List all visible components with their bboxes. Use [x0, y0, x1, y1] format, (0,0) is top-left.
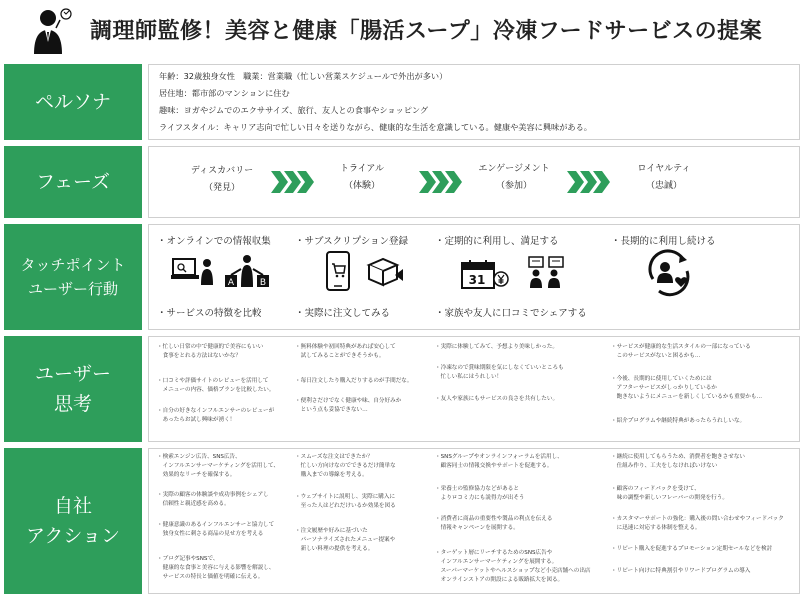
touchpoint-bottom: ・実際に注文してみる	[295, 308, 391, 319]
calendar-day: 31	[468, 273, 486, 287]
phase-name: トライアル	[339, 164, 385, 174]
thought-col-engagement	[435, 337, 605, 441]
action-row	[0, 448, 803, 594]
action-line: サービスの特長と価値を明確に伝える。	[157, 574, 264, 580]
phase-name: ディスカバリー	[190, 166, 254, 176]
yen-coin-icon	[493, 271, 509, 287]
action-line: スーパーマーケットやヘルスショップなど小売店舗への出店	[435, 568, 591, 574]
phase-sub: （参加）	[495, 181, 532, 192]
action-line: ・ウェブサイトに説明し、実際に購入に	[295, 494, 396, 500]
phase-sub: （体験）	[343, 181, 380, 192]
action-line: ・検索エンジン広告、SNS広告、	[157, 454, 241, 460]
loyalty-cycle-icon	[645, 249, 695, 299]
businessperson-icon	[30, 6, 74, 56]
thought-content	[148, 336, 800, 442]
thought-row	[0, 336, 803, 442]
action-line: ・健康意識のあるインフルエンサーと協力して	[157, 522, 275, 528]
action-line: 購入までの導線を考える。	[295, 472, 368, 478]
thought-line: ・無料体験や初回特典があれば安心して	[295, 344, 396, 350]
thought-line: ・友人や家族にもサービスの良さを共有したい。	[435, 396, 559, 402]
action-col-engagement	[435, 449, 605, 593]
delivery-box-icon	[365, 255, 405, 287]
action-content	[148, 448, 800, 594]
touchpoint-top: ・定期的に利用し、満足する	[435, 236, 559, 247]
phase-row	[0, 146, 803, 218]
phase-label: フェーズ	[4, 146, 142, 218]
svg-text:B: B	[259, 278, 267, 288]
thought-line: ・今後、長期的に使用していくためには	[611, 376, 712, 382]
persona-hobby: 趣味：ヨガやジムでのエクササイズ、旅行、友人との食事やショッピング	[159, 105, 429, 115]
thought-col-loyalty	[611, 337, 801, 441]
action-label: 自社 アクション	[4, 448, 142, 594]
action-line: 新しい料理の提供を考える。	[295, 546, 374, 552]
thought-line: ・紹介プログラムや継続特典があったらうれしいな。	[611, 418, 746, 424]
action-line: ・注文履歴や好みに基づいた	[295, 528, 368, 534]
thought-line: このサービスがないと困るかも…	[611, 353, 701, 359]
action-col-discovery	[157, 449, 293, 593]
touchpoint-bottom: ・家族や友人に口コミでシェアする	[435, 308, 587, 319]
action-line: ・顧客のフィードバックを受けて、	[611, 486, 700, 492]
action-line: ・リピート購入を促進するプロモーション定期セールなどを検討	[611, 546, 773, 552]
action-line: ・消費者に商品の重要性や製品の利点を伝える	[435, 516, 553, 522]
laptop-user-icon	[171, 255, 215, 289]
action-line: 顧客同士の情報交換やサポートを促進する。	[435, 463, 553, 469]
touchpoint-top: ・オンラインでの情報収集	[157, 236, 271, 247]
thought-line: ・実際に体験してみて、予想より美味しかった。	[435, 344, 558, 350]
word-of-mouth-icon	[525, 255, 565, 289]
phase-sub: （忠誠）	[645, 181, 682, 192]
thought-line: ・サービスが健康的な生活スタイルの一部になっている	[611, 344, 751, 350]
action-col-loyalty	[611, 449, 801, 593]
thought-label: ユーザー 思考	[4, 336, 142, 442]
chevron-arrow-icon	[271, 171, 315, 193]
action-line: に迅速に対応する体制を整える。	[611, 525, 701, 531]
action-line: 独身女性に刺さる商品の見せ方を考える	[157, 531, 264, 537]
thought-line: あったらお試し興味が湧く！	[157, 417, 236, 423]
action-line: 至った人はどれだけいるか効果を図る	[295, 503, 396, 509]
phase-discovery	[177, 163, 267, 197]
action-line: ・継続に使用してもらうため、消費者を飽きさせない	[611, 454, 746, 460]
touchpoint-row	[0, 224, 803, 330]
action-line: オンラインストアの開設による販路拡大を図る。	[435, 577, 564, 583]
thought-line: アフターサービスがしっかりしているか	[611, 385, 717, 391]
touchpoint-top: ・サブスクリプション登録	[295, 236, 409, 247]
thought-line: ・忙しい日常の中で健康的で美容にもいい	[157, 344, 264, 350]
thought-col-discovery	[157, 337, 293, 441]
persona-row	[0, 64, 803, 140]
persona-label: ペルソナ	[4, 64, 142, 140]
persona-residence: 居住地：都市部のマンションに住む	[159, 88, 290, 98]
action-line: ・実際の顧客の体験談や成功事例をシェアし	[157, 492, 269, 498]
action-line: 信頼性と親近感を高める。	[157, 501, 230, 507]
thought-line: メニューの内容、価格プランを比較したい。	[157, 387, 275, 393]
chevron-arrow-icon	[419, 171, 463, 193]
action-line: 味の調整や新しいフレーバーの開発を行う。	[611, 495, 728, 501]
persona-age: 年齢：32歳独身女性 職業：営業職（忙しい営業スケジュールで外出が多い）	[159, 71, 448, 81]
svg-text:A: A	[227, 278, 235, 288]
persona-lifestyle: ライフスタイル：キャリア志向で忙しい日々を送りながら、健康的な生活を意識している。健康や美容に興味がある。	[159, 122, 592, 132]
action-col-trial	[295, 449, 431, 593]
thought-line: ・口コミや評価サイトのレビューを活用して	[157, 378, 269, 384]
action-line: ・カスタマーサポートの強化：購入後の問い合わせやフィードバック	[611, 516, 784, 522]
phase-name: ロイヤルティ	[637, 164, 691, 174]
action-line: インフルエンサーマーケティングを展開する。	[435, 559, 558, 565]
thought-line: 忙しい私にはうれしい！	[435, 374, 503, 380]
thought-line: ・冷凍なので賞味期限を気にしなくていいところも	[435, 365, 564, 371]
calendar-icon	[461, 259, 495, 289]
phase-trial	[317, 161, 407, 195]
header	[0, 0, 803, 62]
action-line: よりロコミ力にも説得力が出そう	[435, 495, 525, 501]
page-title: 調理師監修！美容と健康「腸活スープ」冷凍フードサービスの提案	[90, 19, 763, 44]
thought-line: ・毎日注文したり購入だりするのが手間だな。	[295, 378, 413, 384]
action-line: 忙しい方向けなのでできるだけ簡単な	[295, 463, 396, 469]
thought-line: ・便利さだけでなく健康や味、自分好みか	[295, 398, 402, 404]
phase-sub: （発見）	[203, 183, 240, 194]
action-line: 効果的なリーチを確保する。	[157, 472, 236, 478]
thought-line: 試してみることができそうかも。	[295, 353, 385, 359]
thought-line: という点も妥協できない…	[295, 407, 368, 413]
action-line: ・ブログ記事やSNSで、	[157, 556, 219, 562]
persona-content	[148, 64, 800, 140]
chevron-arrow-icon	[567, 171, 611, 193]
phase-loyalty	[619, 161, 709, 195]
phase-engagement	[464, 161, 564, 195]
thought-col-trial	[295, 337, 431, 441]
compare-ab-icon	[223, 253, 271, 289]
touchpoint-bottom: ・サービスの特徴を比較	[157, 308, 262, 319]
action-line: 情報キャンペーンを展開する。	[435, 525, 519, 531]
smartphone-cart-icon	[325, 251, 351, 291]
action-line: 仕組み作り、工夫をしなければいけない	[611, 463, 718, 469]
action-line: 健康的な食事と美容に与える影響を解説し、	[157, 565, 275, 571]
action-line: インフルエンサーマーケティングを活用して、	[157, 463, 280, 469]
action-line: ・スムーズな注文はできたか？	[295, 454, 373, 460]
action-line: ・SNSグループやオンラインフォーラムを活用し、	[435, 454, 563, 460]
thought-line: ・自分の好きなインフルエンサーのレビューが	[157, 408, 275, 414]
phase-name: エンゲージメント	[478, 164, 550, 174]
touchpoint-label: タッチポイント ユーザー行動	[4, 224, 142, 330]
thought-line: 食事をとれる方法はないかな？	[157, 353, 241, 359]
action-line: パーソナライズされたメニュー提案や	[295, 537, 396, 543]
action-line: ・栄養士の監修協力などがあると	[435, 486, 519, 492]
phase-content	[148, 146, 800, 218]
thought-line: 飽きないようにメニューを新しくしているかも重要かも…	[611, 394, 763, 400]
touchpoint-content	[148, 224, 800, 330]
action-line: ・ターゲット層にリーチするためのSNS広告や	[435, 550, 553, 556]
action-line: ・リピート向けに特典割引やリワードプログラムの導入	[611, 568, 751, 574]
touchpoint-top: ・長期的に利用し続ける	[611, 236, 716, 247]
